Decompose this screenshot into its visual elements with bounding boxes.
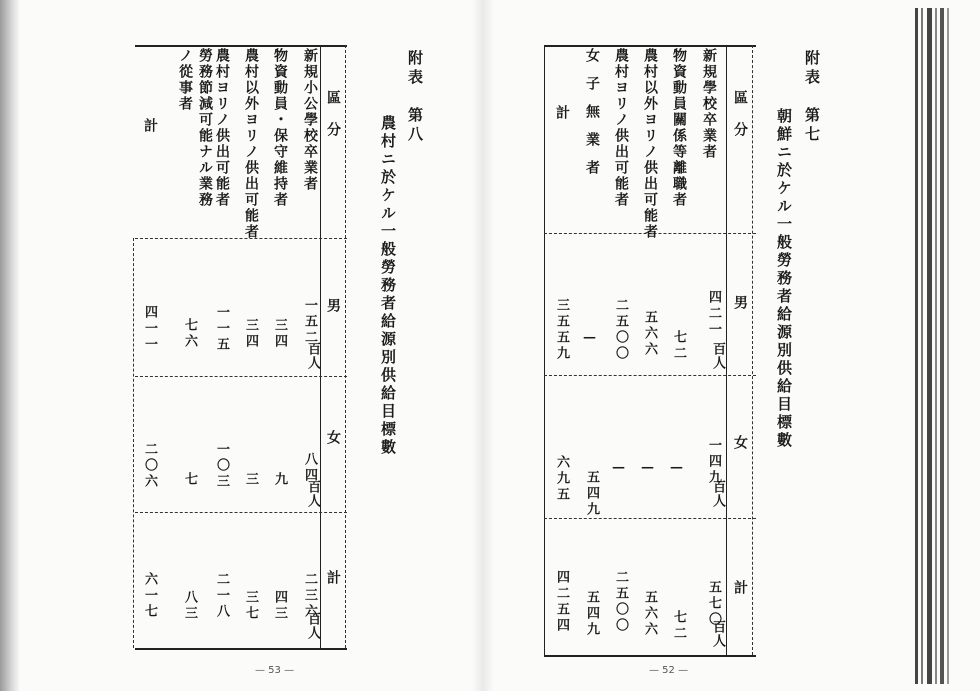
cell-male: 七二 [671, 330, 686, 362]
row-label-total: 計 [142, 118, 158, 134]
header-category: 區 分 [732, 90, 748, 138]
row-label-total: 計 [554, 105, 570, 121]
unit-female: 百人 [710, 480, 725, 508]
left-page [0, 0, 470, 691]
cell-male: — [582, 330, 597, 348]
cell-male: 一五二 [302, 298, 317, 346]
cell-male: 三四 [272, 318, 287, 350]
cell-female: — [669, 460, 684, 478]
row-label: 勞務節減可能ナル業務ノ從事者 [177, 48, 213, 208]
cell-female: — [640, 460, 655, 478]
unit-total: 百人 [305, 612, 320, 640]
cell-total: 三七 [243, 590, 258, 622]
row-label: 農村ヨリノ供出可能者 [613, 48, 629, 208]
cell-total: 二一八 [214, 572, 229, 620]
cell-total: 五七〇 [706, 580, 721, 628]
row-label: 農村以外ヨリノ供出可能者 [642, 48, 658, 240]
cell-female: 三 [243, 472, 258, 488]
cell-male: 三四 [243, 318, 258, 350]
cell-male: 四二一 [706, 290, 721, 338]
row-label: 物資動員・保守維持者 [272, 48, 288, 208]
cell-female: 一四九 [706, 438, 721, 486]
cell-total: 七二 [671, 610, 686, 642]
cell-female: 九 [272, 472, 287, 488]
page-number: — 53 — [255, 665, 295, 676]
header-male: 男 [732, 295, 748, 311]
cell-male: 五六六 [642, 310, 657, 358]
unit-female: 百人 [305, 480, 320, 508]
cell-total: 五六六 [642, 590, 657, 638]
cell-female-total: 六九五 [554, 455, 569, 503]
cell-female-total: 二〇六 [142, 442, 157, 490]
cell-female: 一〇三 [214, 442, 229, 490]
appendix-label: 附表 第八 [406, 50, 424, 145]
row-label: 新規小公學校卒業者 [302, 48, 318, 192]
cell-female: 八四 [302, 452, 317, 484]
row-label: 女子無業者 [584, 48, 600, 188]
table-title: 農村ニ於ケル一般勞務者給源別供給目標數 [379, 115, 397, 457]
unit-male: 百人 [710, 342, 725, 370]
cell-male: 七六 [182, 318, 197, 350]
header-female: 女 [732, 435, 748, 451]
cell-total: 二三六 [302, 572, 317, 620]
cell-female: 五四九 [584, 470, 599, 518]
unit-total: 百人 [710, 620, 725, 648]
cell-total: 八三 [182, 590, 197, 622]
header-category: 區 分 [325, 90, 341, 138]
row-label: 物資動員關係等離職者 [671, 48, 687, 208]
cell-total: 五四九 [584, 590, 599, 638]
scan-right-edge [905, 0, 980, 691]
table-title: 朝鮮ニ於ケル一般勞務者給源別供給目標數 [775, 108, 793, 450]
header-female: 女 [325, 430, 341, 446]
book-gutter [472, 0, 494, 691]
cell-male: 二五〇〇 [613, 298, 628, 362]
cell-female: — [611, 460, 626, 478]
row-label: 新規學校卒業者 [701, 48, 717, 160]
page-number: — 52 — [649, 665, 689, 676]
appendix-label: 附表 第七 [803, 50, 821, 145]
cell-total: 二五〇〇 [613, 570, 628, 634]
header-total: 計 [325, 570, 341, 586]
cell-total-total: 六一七 [142, 572, 157, 620]
cell-total: 四三 [272, 590, 287, 622]
cell-male: 一一五 [214, 305, 229, 353]
header-male: 男 [325, 298, 341, 314]
cell-male-total: 四一一 [142, 305, 157, 353]
row-label: 農村以外ヨリノ供出可能者 [243, 48, 259, 240]
cell-female: 七 [182, 472, 197, 488]
cell-male-total: 三五五九 [554, 298, 569, 362]
header-total: 計 [732, 580, 748, 596]
row-label: 農村ヨリノ供出可能者 [214, 48, 230, 208]
right-page [494, 0, 905, 691]
cell-total-total: 四二五四 [554, 570, 569, 634]
unit-male: 百人 [305, 342, 320, 370]
